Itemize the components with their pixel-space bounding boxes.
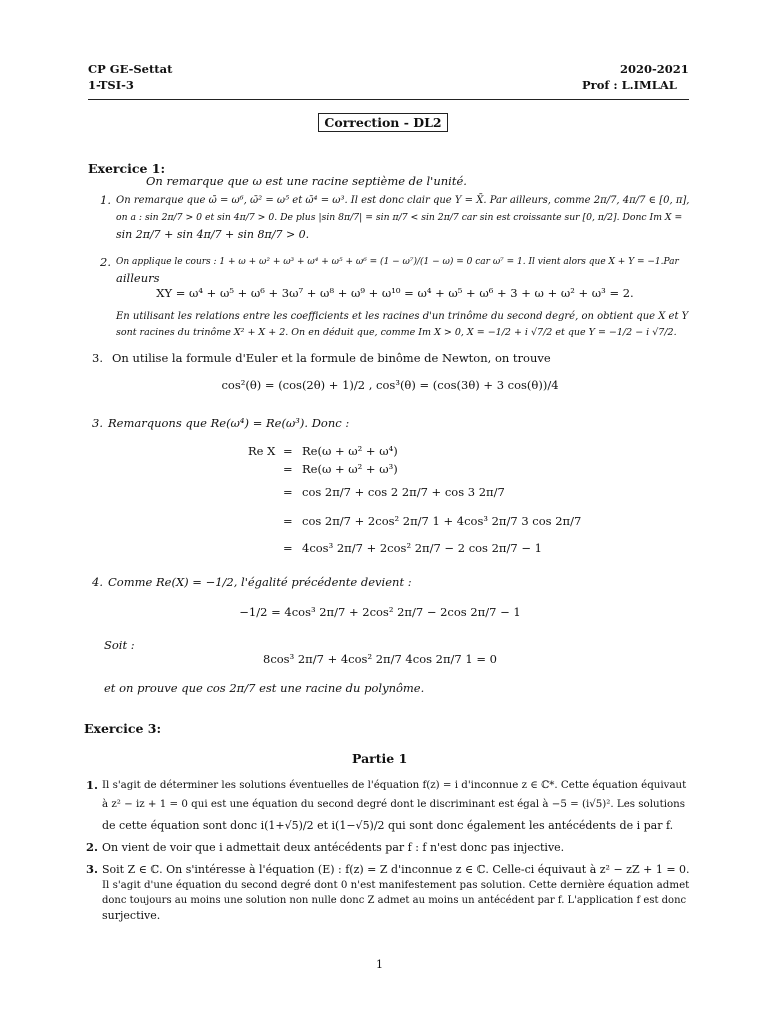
ex1-item2-line2: ailleurs xyxy=(116,271,160,285)
ex3-item2-number: 2. xyxy=(86,840,99,854)
ex1-item1-line2: on a : sin 2π/7 > 0 et sin 4π/7 > 0. De plus |sin 8π/7| = sin π/7 < sin 2π/7 car sin est croissante sur [0, π/2]. Donc Im X = xyxy=(116,212,683,223)
ex3-item1-line1: Il s'agit de déterminer les solutions éventuelles de l'équation f(z) = i d'inconnue z ∈ ℂ*. Cette équation équivaut xyxy=(102,779,687,791)
exercise1-intro: On remarque que ω est une racine septième de l'unité. xyxy=(146,174,467,188)
exercise3-heading: Exercice 3: xyxy=(84,721,162,736)
ex3-item3-number: 3. xyxy=(86,862,99,876)
rex-row4-rhs: cos 2π/7 + 2cos² 2π/7 1 + 4cos³ 2π/7 3 cos 2π/7 xyxy=(302,514,582,528)
rex-row1-lhs: Re X xyxy=(248,444,276,458)
header-class: 1-TSI-3 xyxy=(88,78,134,92)
ex1-item2-line4: sont racines du trinôme X² + X + 2. On en déduit que, comme Im X > 0, X = −1/2 + i √7/2 et que Y = −1/2 − i √7/2. xyxy=(116,327,677,338)
rex-row2-rhs: Re(ω + ω² + ω³) xyxy=(302,462,398,476)
ex1-item4-line1: Comme Re(X) = −1/2, l'égalité précédente devient : xyxy=(108,575,412,589)
ex1-item2-number: 2. xyxy=(100,255,111,269)
ex1-item3a-equation: cos²(θ) = (cos(2θ) + 1)/2 , cos³(θ) = (cos(3θ) + 3 cos(θ))/4 xyxy=(221,378,559,392)
ex3-item2-line1: On vient de voir que i admettait deux antécédents par f : f n'est donc pas injective. xyxy=(102,841,565,854)
ex1-item2-line3: En utilisant les relations entre les coefficients et les racines d'un trinôme du second degré, on obtient que X et Y xyxy=(116,311,689,322)
ex1-item3a-number: 3. xyxy=(92,351,103,365)
document-title: Correction - DL2 xyxy=(318,113,448,132)
header-school: CP GE-Settat xyxy=(88,62,173,76)
ex1-item1-number: 1. xyxy=(100,193,111,207)
ex1-item4-soit: Soit : xyxy=(104,638,135,652)
ex1-item4-equation1: −1/2 = 4cos³ 2π/7 + 2cos² 2π/7 − 2cos 2π/7 − 1 xyxy=(239,605,521,619)
rex-row1-op: = xyxy=(283,444,293,458)
ex1-item2-equation: XY = ω⁴ + ω⁵ + ω⁶ + 3ω⁷ + ω⁸ + ω⁹ + ω¹⁰ = ω⁴ + ω⁵ + ω⁶ + 3 + ω + ω² + ω³ = 2. xyxy=(156,286,634,300)
rex-row3-rhs: cos 2π/7 + cos 2 2π/7 + cos 3 2π/7 xyxy=(302,485,505,499)
ex1-item4-line2: et on prouve que cos 2π/7 est une racine du polynôme. xyxy=(104,681,425,695)
ex3-item3-line4: surjective. xyxy=(102,909,161,922)
ex3-item1-line2: à z² − iz + 1 = 0 qui est une équation du second degré dont le discriminant est égal à −5 = (i√5)². Les solutions xyxy=(102,798,686,810)
ex1-item4-equation2: 8cos³ 2π/7 + 4cos² 2π/7 4cos 2π/7 1 = 0 xyxy=(263,652,497,666)
exercise1-heading: Exercice 1: xyxy=(88,161,166,176)
ex1-item3b-number: 3. xyxy=(92,416,103,430)
rex-row5-op: = xyxy=(283,541,293,555)
rex-row5-rhs: 4cos³ 2π/7 + 2cos² 2π/7 − 2 cos 2π/7 − 1 xyxy=(302,541,542,555)
page-number: 1 xyxy=(376,958,383,971)
exercise3-partie1: Partie 1 xyxy=(352,751,408,766)
header-prof: Prof : L.IMLAL xyxy=(582,78,677,92)
rex-row3-op: = xyxy=(283,485,293,499)
ex3-item3-line2: Il s'agit d'une équation du second degré dont 0 n'est manifestement pas solution. Cette dernière équation admet xyxy=(102,879,690,891)
header-year: 2020-2021 xyxy=(620,62,689,76)
ex3-item1-number: 1. xyxy=(86,778,99,792)
rex-row2-op: = xyxy=(283,462,293,476)
ex3-item3-line3: donc toujours au moins une solution non nulle donc Z admet au moins un antécédent par f. L'application f est donc xyxy=(102,895,687,906)
ex1-item1-line3: sin 2π/7 + sin 4π/7 + sin 8π/7 > 0. xyxy=(116,228,310,241)
header-divider xyxy=(88,99,689,100)
ex1-item3a-line1: On utilise la formule d'Euler et la formule de binôme de Newton, on trouve xyxy=(112,351,551,365)
ex1-item2-line1: On applique le cours : 1 + ω + ω² + ω³ + ω⁴ + ω⁵ + ω⁶ = (1 − ω⁷)/(1 − ω) = 0 car ω⁷ = 1. Il vient alors que X + Y = −1.Par xyxy=(116,257,679,267)
ex1-item1-line1: On remarque que ω̄ = ω⁶, ω̄² = ω⁵ et ω̄⁴ = ω³. Il est donc clair que Y = X̄. Par ailleurs, comme 2π/7, 4π/7 ∈ [0, π], xyxy=(116,195,690,206)
ex3-item3-line1: Soit Z ∈ ℂ. On s'intéresse à l'équation (E) : f(z) = Z d'inconnue z ∈ ℂ. Celle-ci équivaut à z² − zZ + 1 = 0. xyxy=(102,863,690,876)
rex-row4-op: = xyxy=(283,514,293,528)
ex1-item4-number: 4. xyxy=(92,575,103,589)
ex1-item3b-line1: Remarquons que Re(ω⁴) = Re(ω³). Donc : xyxy=(108,416,350,430)
ex3-item1-line3: de cette équation sont donc i(1+√5)/2 et i(1−√5)/2 qui sont donc également les antécédents de i par f. xyxy=(102,819,674,832)
rex-row1-rhs: Re(ω + ω² + ω⁴) xyxy=(302,444,398,458)
